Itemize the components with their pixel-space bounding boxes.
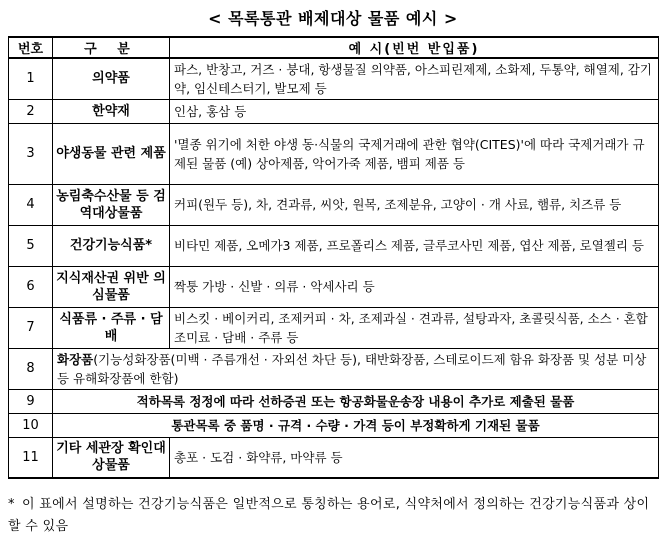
row-category: 건강기능식품* [53,225,170,266]
row-examples: 총포 · 도검 · 화약류, 마약류 등 [170,437,659,478]
table-row [9,123,659,184]
row-number: 6 [9,266,53,307]
footnote-mark: * [8,497,15,512]
row-number: 9 [9,389,53,413]
row-category: 한약재 [53,99,170,123]
row-examples: 커피(원두 등), 차, 견과류, 씨앗, 원목, 조제분유, 고양이 · 개 사료, 햄류, 치즈류 등 [170,184,659,225]
row-examples: 짝퉁 가방 · 신발 · 의류 · 악세사리 등 [170,266,659,307]
table-row [9,225,659,266]
table-row [9,99,659,123]
row-number: 11 [9,437,53,478]
row-category: 식품류 · 주류 · 담배 [53,307,170,348]
table-row [9,389,659,413]
row-examples: (기능성화장품(미백 · 주름개선 · 자외선 차단 등), 태반화장품, 스테로이드제 함유 화장품 및 성분 미상 등 유해화장품에 한함) [57,351,647,386]
row-number: 1 [9,58,53,99]
header-number: 번호 [9,37,53,58]
row-examples-cosmetics [53,348,659,389]
row-category: 지식재산권 위반 의심물품 [53,266,170,307]
page-title: < 목록통관 배제대상 물품 예시 > [208,9,458,28]
table-row [9,348,659,389]
footnote [8,494,658,538]
table-row [9,413,659,437]
row-category-inline: 화장품 [57,351,94,367]
table-row [9,266,659,307]
row-full-description: 통관목록 중 품명 · 규격 · 수량 · 가격 등이 부정확하게 기재된 물품 [53,413,659,437]
row-category: 기타 세관장 확인대상물품 [53,437,170,478]
row-number: 5 [9,225,53,266]
row-number: 4 [9,184,53,225]
row-examples: 비스킷 · 베이커리, 조제커피 · 차, 조제과실 · 견과류, 설탕과자, 초콜릿식품, 소스 · 혼합조미료 · 담배 · 주류 등 [170,307,659,348]
row-number: 7 [9,307,53,348]
row-category: 농림축수산물 등 검역대상물품 [53,184,170,225]
table-row [9,437,659,478]
table-row [9,307,659,348]
header-examples: 예 시(빈번 반입품) [170,37,659,58]
row-number: 10 [9,413,53,437]
row-number: 2 [9,99,53,123]
exclusion-items-table [8,36,659,479]
row-full-description: 적하목록 정정에 따라 선하증권 또는 항공화물운송장 내용이 추가로 제출된 물품 [53,389,659,413]
row-number: 3 [9,123,53,184]
row-number: 8 [9,348,53,389]
row-category: 야생동물 관련 제품 [53,123,170,184]
row-examples: 비타민 제품, 오메가3 제품, 프로폴리스 제품, 글루코사민 제품, 엽산 제품, 로열젤리 등 [170,225,659,266]
header-category: 구 분 [53,37,170,58]
row-examples: '멸종 위기에 처한 야생 동·식물의 국제거래에 관한 협약(CITES)'에 따라 국제거래가 규제된 물품 (예) 상아제품, 악어가죽 제품, 뱀피 제품 등 [170,123,659,184]
table-row [9,184,659,225]
row-examples: 파스, 반창고, 거즈 · 붕대, 항생물질 의약품, 아스피린제제, 소화제, 두통약, 해열제, 감기약, 임신테스터기, 발모제 등 [170,58,659,99]
table-row [9,58,659,99]
row-category: 의약품 [53,58,170,99]
row-examples: 인삼, 홍삼 등 [170,99,659,123]
table-header-row [9,37,659,58]
footnote-text: 이 표에서 설명하는 건강기능식품은 일반적으로 통칭하는 용어로, 식약처에서 정의하는 건강기능식품과 상이할 수 있음 [8,497,650,534]
